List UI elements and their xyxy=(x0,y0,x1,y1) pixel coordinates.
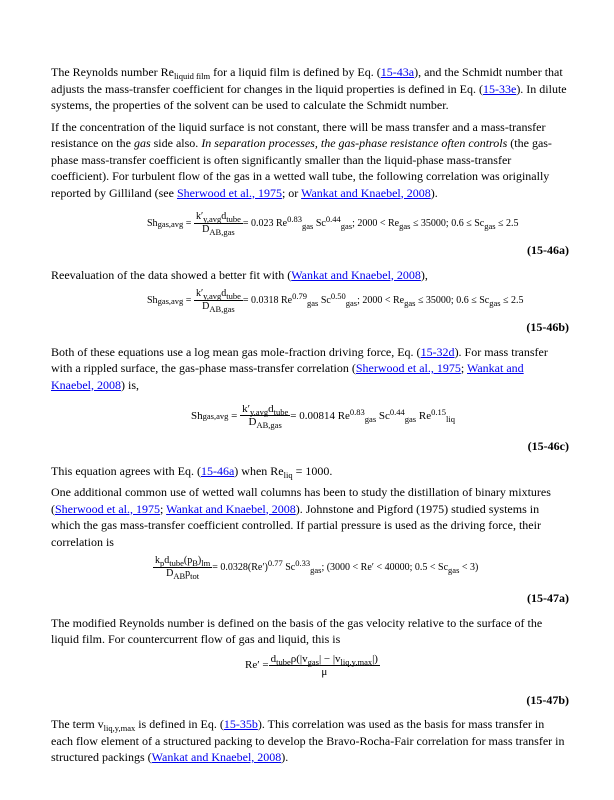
equation-fraction: $\frac{k'_{y,avg}d_{tube}}{D_{AB,gas}}$ xyxy=(195,211,241,237)
paragraph-reynolds-schmidt: The Reynolds number $Re_{liquid film}$ for a liquid film is defined by Eq. (15-43a), and the Schmidt number that adjusts the mass-transfer coefficient for changes in the liquid properties is defined in Eq. (15-33e). In dilute systems, the properties of the solvent can be used to calculate the Schmidt number. xyxy=(51,65,567,112)
equation-label-15-46b: (15-46b) xyxy=(526,320,569,334)
link-eq-15-43a[interactable]: 15-43a xyxy=(380,65,415,79)
link-sherwood-1975[interactable]: Sherwood et al., 1975 xyxy=(355,361,461,375)
equation-fraction: $\frac{k_pd_{tube}(p_B)_{lm}}{D_{AB}p_{tot}}$ xyxy=(155,555,211,581)
equation-label-15-47a: (15-47a) xyxy=(527,591,569,605)
link-wankat-2008[interactable]: Wankat and Knaebel, 2008 xyxy=(166,501,296,516)
paragraph-log-mean: Both of these equations use a log mean gas mole-fraction driving force, Eq. (15-32d). For mass transfer with a rippled surface, the gas-phase mass-transfer correlation (Sherwood et al., 1975; Wankat and Knaebel, 2008) is, xyxy=(51,344,548,392)
equation-15-46c: Sh gas,avg = $\frac{k'_{y,avg}d_{tube}}{D_{AB,gas}}$ = 0.00814 $Re^{0.83}_{gas}$ $Sc^{0.44}_{gas}$ $Re^{0.15}_{liq}$ xyxy=(191,403,455,430)
link-sherwood-1975[interactable]: Sherwood et al., 1975 xyxy=(176,185,282,200)
equation-fraction: $\frac{d_{tube}\rho(|v_{gas}| - |v_{liq,y,max}|)}{\mu}$ xyxy=(270,652,378,678)
paragraph-term-vliq: The term $v_{liq,y,max}$ is defined in Eq. (15-35b). This correlation was used as the basis for mass transfer in each flow element of a structured packing to develop the Bravo-Rocha-Fair correlation for mass transfer in structured packings (Wankat and Knaebel, 2008). xyxy=(51,717,565,764)
equation-15-47a: $\frac{k_pd_{tube}(p_B)_{lm}}{D_{AB}p_{tot}}$ = $0.0328(Re')^{0.77}$ $Sc^{0.33}_{gas}$; (3000 < Re′ < 40000; $0.5 < Sc_{gas} < 3$) xyxy=(155,555,479,581)
equation-fraction: $\frac{k'_{y,avg}d_{tube}}{D_{AB,gas}}$ xyxy=(195,288,241,314)
paragraph-distillation: One additional common use of wetted wall columns has been to study the distillation of binary mixtures (Sherwood et al., 1975; Wankat and Knaebel, 2008). Johnstone and Pigford (1975) studied systems in which the gas mass-transfer coefficient controlled. If partial pressure is used as the driving force, their correlation is xyxy=(51,485,551,549)
equation-label-15-46c: (15-46c) xyxy=(527,439,569,453)
link-sherwood-1975[interactable]: Sherwood et al., 1975 xyxy=(55,501,160,516)
link-eq-15-46a[interactable]: 15-46a xyxy=(200,463,235,478)
link-eq-15-35b[interactable]: 15-35b xyxy=(223,717,258,731)
equation-15-46b: Sh gas,avg = $\frac{k'_{y,avg}d_{tube}}{D_{AB,gas}}$ = 0.0318 $Re^{0.79}_{gas}$ $Sc^{0.50}_{gas}$; $2000 < Re_{gas} \le 35000$; $0.6 \le Sc_{gas} \le 2.5$ xyxy=(147,288,524,314)
link-eq-15-33e[interactable]: 15-33e xyxy=(482,81,517,96)
equation-15-46a: Sh gas,avg = $\frac{k'_{y,avg}d_{tube}}{D_{AB,gas}}$ = 0.023 $Re^{0.83}_{gas}$ $Sc^{0.44}_{gas}$; $2000 < Re_{gas} \le 35000$; $0.6 \le Sc_{gas} \le 2.5$ xyxy=(147,211,519,237)
paragraph-agreement: This equation agrees with Eq. (15-46a) when $Re_{liq} = 1000$. xyxy=(51,463,333,480)
link-wankat-2008[interactable]: Wankat and Knaebel, 2008 xyxy=(301,185,431,200)
link-wankat-2008[interactable]: Wankat and Knaebel, 2008 xyxy=(51,361,524,392)
link-wankat-2008[interactable]: Wankat and Knaebel, 2008 xyxy=(151,750,282,764)
equation-15-47b: Re′ = $\frac{d_{tube}\rho(|v_{gas}| - |v_{liq,y,max}|)}{\mu}$ xyxy=(245,652,378,678)
paragraph-modified-reynolds: The modified Reynolds number is defined on the basis of the gas velocity relative to the surface of the liquid film. For countercurrent flow of gas and liquid, this is xyxy=(51,615,543,646)
paragraph-reevaluation: Reevaluation of the data showed a better fit with (Wankat and Knaebel, 2008), xyxy=(51,267,428,282)
equation-label-15-46a: (15-46a) xyxy=(527,243,569,257)
link-eq-15-32d[interactable]: 15-32d xyxy=(420,344,455,359)
equation-fraction: $\frac{k'_{y,avg}d_{tube}}{D_{AB,gas}}$ xyxy=(242,403,289,430)
link-wankat-2008[interactable]: Wankat and Knaebel, 2008 xyxy=(291,267,421,282)
document-page xyxy=(51,64,569,771)
paragraph-gas-resistance: If the concentration of the liquid surface is not constant, there will be mass transfer and a mass-transfer resistance on the gas side also. In separation processes, the gas-phase resistance often controls (the gas-phase mass-transfer coefficient is often significantly smaller than the liquid-phase mass-transfer coefficient). For turbulent flow of the gas in a wetted wall tube, the following correlation was originally reported by Gilliland (see Sherwood et al., 1975; or Wankat and Knaebel, 2008). xyxy=(51,119,552,200)
equation-label-15-47b: (15-47b) xyxy=(526,692,569,707)
